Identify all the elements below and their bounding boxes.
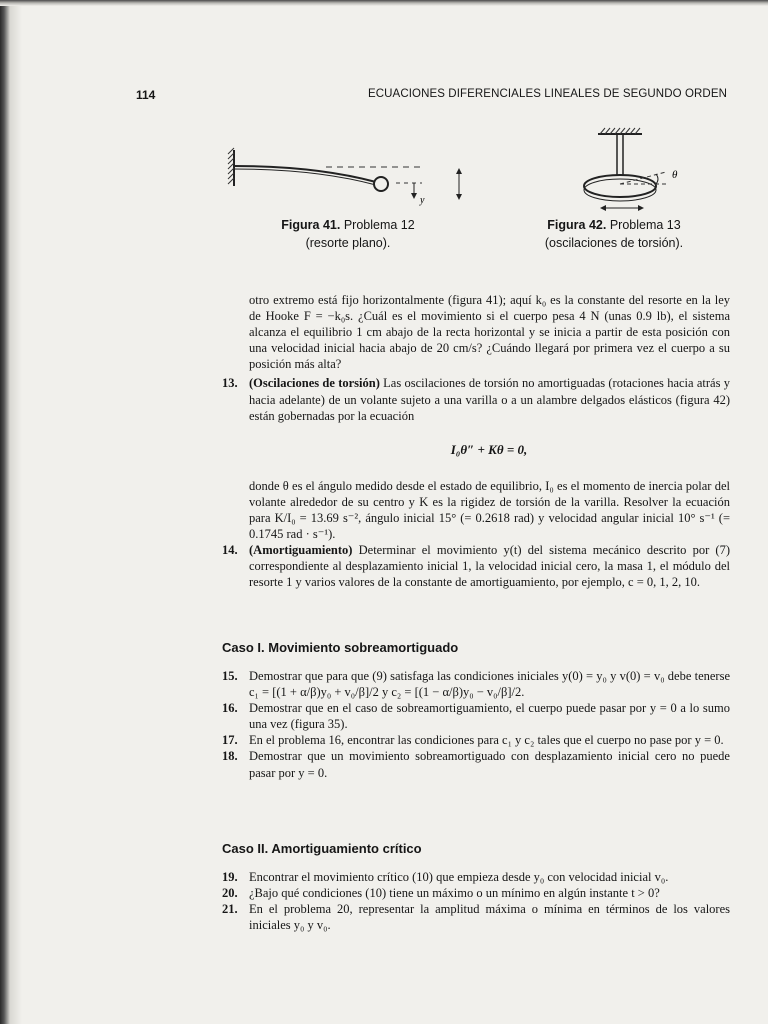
figure-42-theta-label: θ: [672, 169, 678, 181]
item-text: Encontrar el movimiento crítico (10) que empieza desde y₀ con velocidad inicial v₀.: [249, 870, 669, 884]
problem-14-title: (Amortiguamiento): [249, 543, 353, 558]
list-item: [222, 885, 730, 901]
figure-42-torsion-flywheel: [568, 124, 698, 216]
problem-13-title: (Oscilaciones de torsión): [249, 376, 380, 391]
item-number: 21.: [222, 902, 238, 917]
list-item: [222, 668, 730, 700]
problem-12-continuation: otro extremo está fijo horizontalmente (figura 41); aquí k₀ es la constante del resorte en la ley de Hooke F = −k₀s. ¿Cuál es el movimiento si el cuerpo pesa 4 N (unas 0.9 lb), el sistema alcanza el equilibrio 1 cm abajo de la recta horizontal y se inicia a partir de esta posición con una velocidad inicial hacia abajo de 20 cm/s? ¿Cuándo llegará por primera vez el cuerpo a su posición más alta?: [249, 293, 730, 372]
item-number: 20.: [222, 886, 238, 901]
item-number: 17.: [222, 733, 238, 748]
scan-edge-top: [0, 0, 768, 6]
running-title: ECUACIONES DIFERENCIALES LINEALES DE SEGUNDO ORDEN: [367, 88, 727, 100]
list-item: [222, 748, 730, 780]
item-number: 15.: [222, 669, 238, 683]
problem-14-text: Determinar el movimiento y(t) del sistema mecánico descrito por (7) correspondiente al desplazamiento inicial 1, la velocidad inicial cero, la masa 1, el módulo del resorte 1 y varios valores de la constante de amortiguamiento, por ejemplo, c = 0, 1, 2, 10.: [249, 543, 730, 590]
item-text: Demostrar que para que (9) satisfaga las condiciones iniciales y(0) = y₀ y v(0) = v₀ debe tenerse c₁ = [(1 + α/β)y₀ + v₀/β]/2 y c₂ = [(1 − α/β)y₀ − v₀/β]/2.: [249, 669, 730, 700]
list-item: [222, 732, 730, 748]
item-number: 18.: [222, 749, 238, 764]
figure-42-label: Figura 42.: [547, 218, 607, 232]
item-text: En el problema 20, representar la amplitud máxima o mínima en términos de los valores iniciales y₀ y v₀.: [249, 902, 730, 933]
figure-41-title: Problema 12: [343, 218, 415, 232]
figure-42-caption: [514, 216, 714, 252]
figure-42-title: Problema 13: [609, 218, 681, 232]
figure-42-subtitle: (oscilaciones de torsión).: [544, 236, 684, 250]
item-text: ¿Bajo qué condiciones (10) tiene un máximo o un mínimo en algún instante t > 0?: [249, 886, 660, 901]
list-item: [222, 700, 730, 732]
problem-13-after-text: donde θ es el ángulo medido desde el estado de equilibrio, I₀ es el momento de inercia polar del volante alrededor de su centro y K es la rigidez de torsión de la varilla. Resolver la ecuación para K/I₀ = 13.69 s⁻², ángulo inicial 15° (= 0.2618 rad) y velocidad angular inicial 10° s⁻¹ (= 0.1745 rad · s⁻¹).: [249, 478, 730, 542]
figure-41-caption: [256, 216, 440, 252]
problem-13-text: Las oscilaciones de torsión no amortiguadas (rotaciones hacia atrás y hacia adelante) de un volante sujeto a una varilla o a un alambre delgados elásticos (figura 42) están gobernadas por la ecuación: [249, 376, 730, 423]
page-number: 114: [136, 88, 156, 102]
problem-14-number: 14.: [222, 543, 238, 558]
item-text: Demostrar que en el caso de sobreamortiguamiento, el cuerpo puede pasar por y = 0 a lo sumo una vez (figura 35).: [249, 701, 730, 732]
item-text: Demostrar que un movimiento sobreamortiguado con desplazamiento inicial cero no puede pasar por y = 0.: [249, 749, 730, 780]
problem-13-number: 13.: [222, 376, 238, 391]
main-text-block: [222, 292, 730, 591]
list-item: [222, 901, 730, 933]
section-2-list: [222, 869, 730, 933]
figure-41-y-label: y: [420, 195, 425, 206]
section-1-list: [222, 668, 730, 781]
list-item: [222, 869, 730, 885]
problem-13: [222, 375, 730, 423]
figure-41-flat-spring: [226, 146, 476, 216]
figure-41-subtitle: (resorte plano).: [305, 236, 391, 250]
item-number: 16.: [222, 701, 238, 716]
torsion-equation: I₀θ″ + Kθ = 0,: [450, 441, 528, 457]
figure-41-label: Figura 41.: [281, 218, 341, 232]
item-text: En el problema 16, encontrar las condiciones para c₁ y c₂ tales que el cuerpo no pase por y = 0.: [249, 733, 724, 748]
section-heading-critical-damping: Caso II. Amortiguamiento crítico: [222, 841, 422, 856]
problem-14: [222, 542, 730, 590]
item-number: 19.: [222, 870, 238, 884]
section-heading-overdamped: Caso I. Movimiento sobreamortiguado: [222, 640, 459, 655]
scan-edge-left: [0, 0, 22, 1024]
